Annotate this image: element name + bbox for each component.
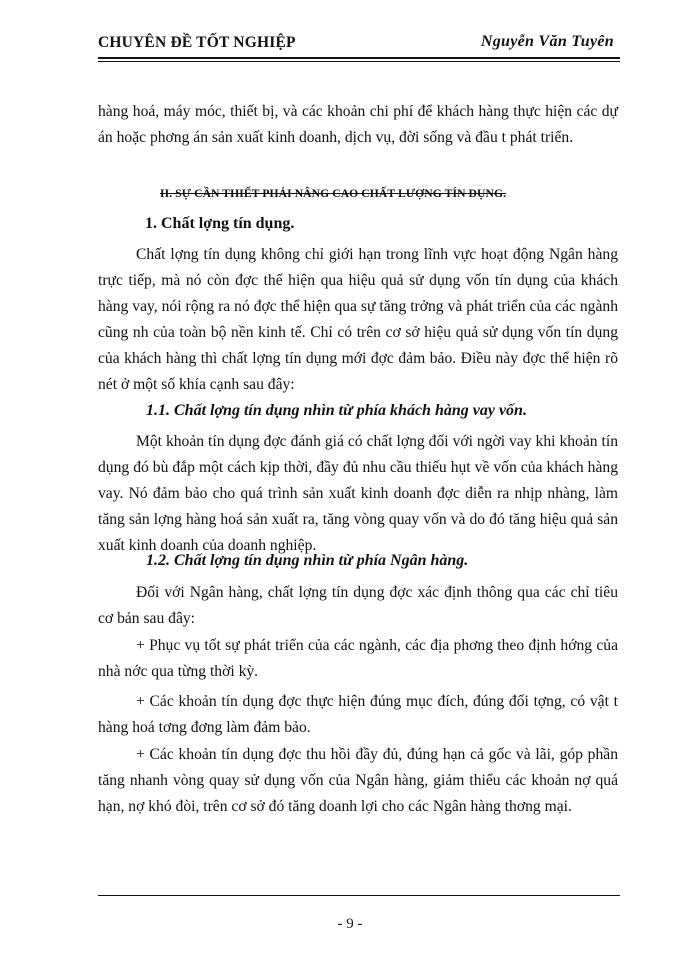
bullet-1-block [98,633,618,685]
paragraph-1-block [98,242,618,398]
intro-paragraph: hàng hoá, máy móc, thiết bị, và các khoản chi phí để khách hàng thực hiện các dự án hoặc phơng án sản xuất kinh doanh, dịch vụ, đời sống và đầu t phát triển. [98,103,618,146]
section-title: II. SỰ CẦN THIẾT PHẢI NÂNG CAO CHẤT LƯỢNG TÍN DỤNG. [160,187,507,200]
page-number: - 9 - [337,916,363,932]
document-title: CHUYÊN ĐỀ TỐT NGHIỆP [98,34,296,51]
paragraph-3-block [98,580,618,632]
bullet-item: + Phục vụ tốt sự phát triển của các ngành, các địa phơng theo định hớng của nhà nớc qua từng thời kỳ. [98,637,618,680]
paragraph-3: Đối với Ngân hàng, chất lợng tín dụng đợc xác định thông qua các chỉ tiêu cơ bản sau đây: [98,584,618,627]
bullet-item: + Các khoản tín dụng đợc thu hồi đầy đủ, đúng hạn cả gốc và lãi, góp phần tăng nhanh vòng quay sử dụng vốn của Ngân hàng, giảm thiểu các khoản nợ quá hạn, nợ khó đòi, trên cơ sở đó tăng doanh lợi cho các Ngân hàng thơng mại. [98,746,618,815]
footer-divider [98,895,620,896]
bullet-2-block [98,689,618,741]
intro-paragraph-block [98,99,618,151]
paragraph-1: Chất lợng tín dụng không chỉ giới hạn trong lĩnh vực hoạt động Ngân hàng trực tiếp, mà nó còn đợc thể hiện qua hiệu quả sử dụng vốn tín dụng của khách hàng vay, nói rộng ra nó đợc thể hiện qua sự tăng trởng và phát triển của các ngành cũng nh của toàn bộ nền kinh tế. Chỉ có trên cơ sở hiệu quả sử dụng vốn tín dụng của khách hàng thì chất lợng tín dụng mới đợc đảm bảo. Điều này đợc thể hiện rõ nét ở một số khía cạnh sau đây: [98,246,618,393]
heading-1-2: 1.2. Chất lợng tín dụng nhìn từ phía Ngân hàng. [146,552,469,569]
bullet-3-block [98,742,618,820]
paragraph-2-block [98,429,618,559]
paragraph-2: Một khoản tín dụng đợc đánh giá có chất lợng đối với ngời vay khi khoản tín dụng đó bù đắp một cách kịp thời, đầy đủ nhu cầu thiếu hụt về vốn của khách hàng vay. Nó đảm bảo cho quá trình sản xuất kinh doanh đợc diễn ra nhịp nhàng, làm tăng sản lợng hàng hoá sản xuất ra, tăng vòng quay vốn và do đó tăng hiệu quả sản xuất kinh doanh của doanh nghiệp. [98,433,618,554]
bullet-item: + Các khoản tín dụng đợc thực hiện đúng mục đích, đúng đối tợng, có vật t hàng hoá tơng đơng làm đảm bảo. [98,693,618,736]
page-header [98,30,618,58]
heading-1-1: 1.1. Chất lợng tín dụng nhìn từ phía khách hàng vay vốn. [146,402,527,419]
heading-1: 1. Chất lợng tín dụng. [145,215,295,232]
author-name: Nguyễn Văn Tuyên [480,33,614,50]
header-divider [98,57,620,62]
